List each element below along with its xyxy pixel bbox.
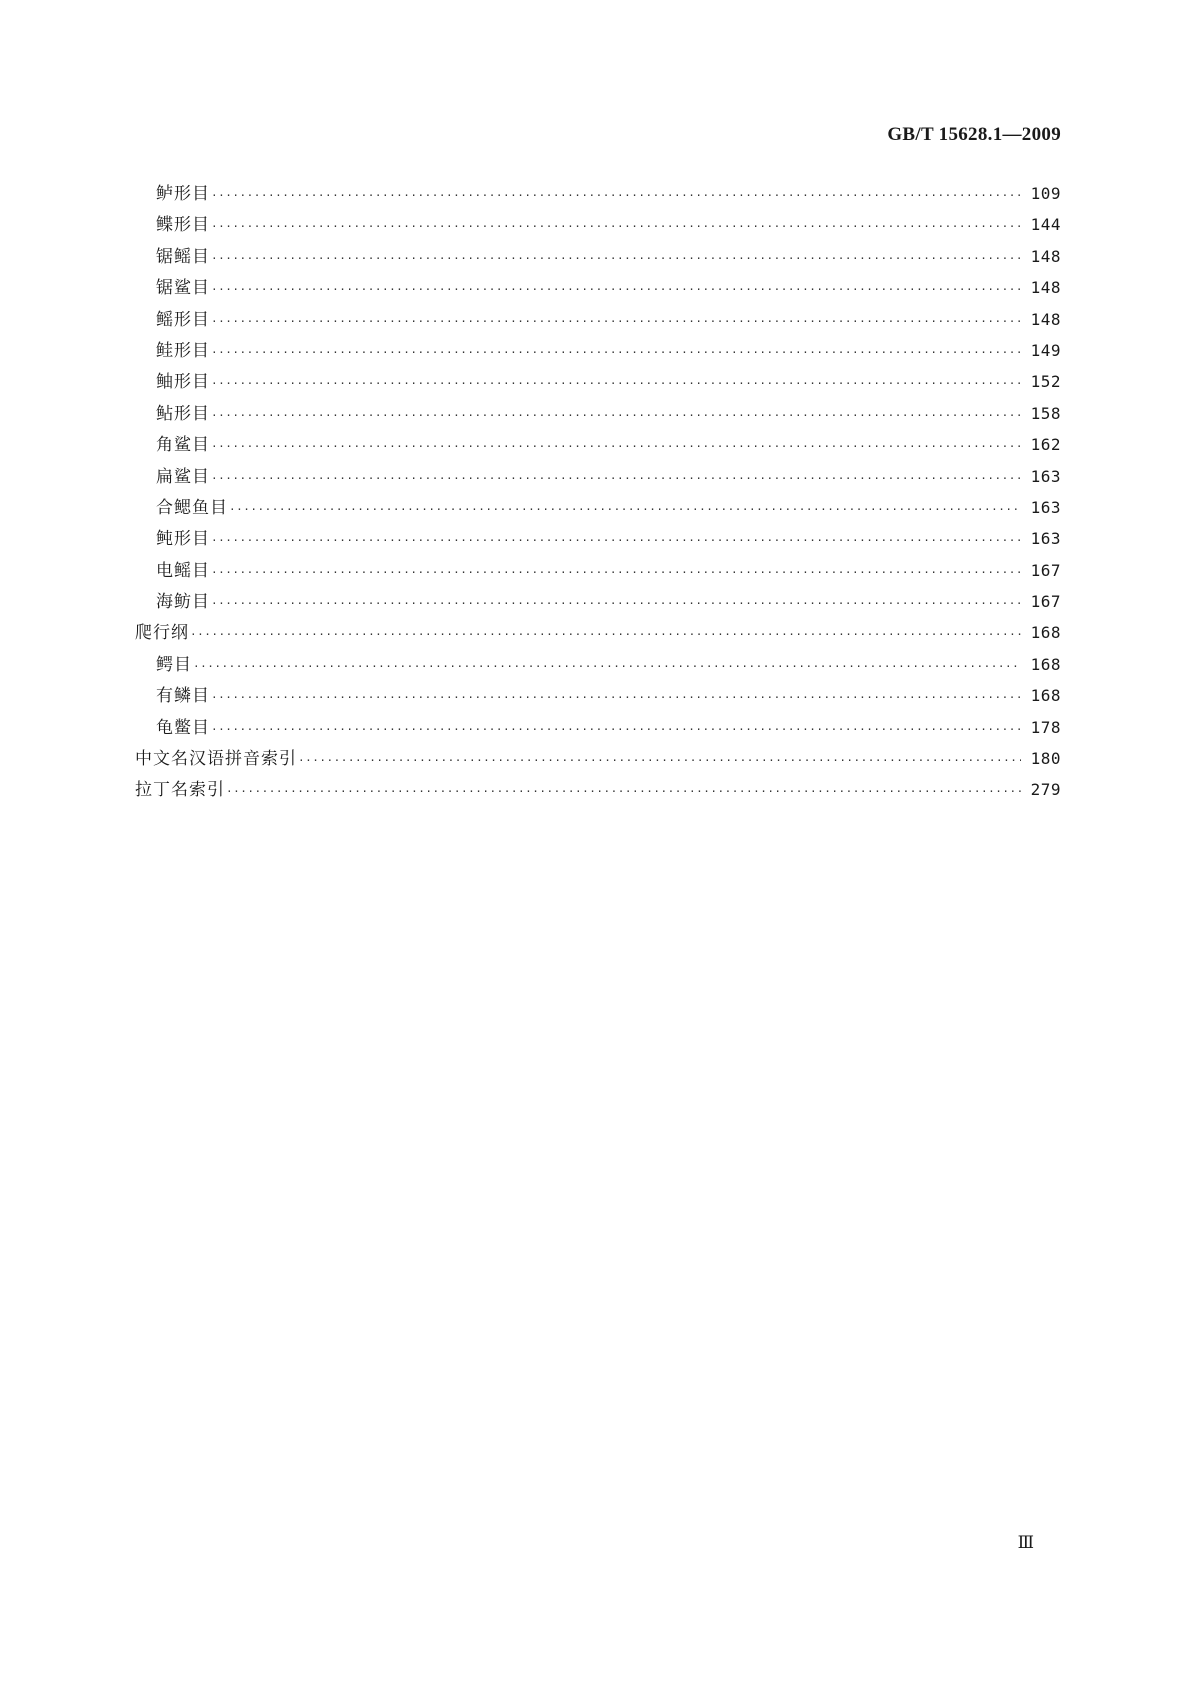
- toc-leader-dots: [211, 588, 1021, 619]
- toc-entry-label: 拉丁名索引: [135, 780, 225, 801]
- toc-entry-label: 有鳞目: [156, 686, 210, 707]
- toc-entry[interactable]: [135, 555, 1061, 586]
- toc-entry-label: 鲑形目: [156, 340, 210, 361]
- toc-entry-page: 168: [1030, 654, 1061, 674]
- toc-entry-label: 鲈形目: [156, 184, 210, 204]
- toc-entry-page: 180: [1030, 749, 1061, 769]
- toc-entry-label: 角鲨目: [156, 435, 210, 456]
- toc-leader-dots: [211, 368, 1021, 399]
- toc-entry[interactable]: [135, 304, 1061, 335]
- toc-leader-dots: [211, 274, 1021, 305]
- toc-entry-page: 162: [1030, 435, 1061, 455]
- toc-entry-page: 168: [1030, 686, 1061, 706]
- standard-code-header: GB/T 15628.1—2009: [887, 124, 1061, 145]
- toc-leader-dots: [211, 557, 1021, 588]
- toc-leader-dots: [229, 494, 1021, 525]
- toc-entry-label: 锯鲨目: [156, 278, 210, 299]
- toc-entry-label: 鲽形目: [156, 215, 210, 236]
- toc-entry[interactable]: [135, 366, 1061, 397]
- toc-entry-page: 279: [1030, 780, 1061, 800]
- toc-entry-label: 鳄目: [156, 654, 192, 675]
- toc-leader-dots: [211, 337, 1021, 368]
- toc-entry-page: 167: [1030, 560, 1061, 580]
- toc-entry[interactable]: [135, 680, 1061, 711]
- toc-entry[interactable]: [135, 523, 1061, 554]
- toc-entry-label: 鳐形目: [156, 309, 210, 330]
- toc-entry-page: 109: [1030, 184, 1061, 203]
- toc-entry-label: 海鲂目: [156, 592, 210, 613]
- toc-entry-page: 144: [1030, 215, 1061, 235]
- toc-entry-page: 178: [1030, 717, 1061, 737]
- page-number-footer: Ⅲ: [1017, 1533, 1034, 1552]
- toc-entry-page: 163: [1030, 529, 1061, 549]
- toc-entry-page: 148: [1030, 246, 1061, 266]
- toc-entry-label: 龟鳖目: [156, 717, 210, 738]
- toc-entry-label: 扁鲨目: [156, 466, 210, 487]
- toc-entry-page: 168: [1030, 623, 1061, 643]
- toc-entry[interactable]: [135, 461, 1061, 492]
- toc-leader-dots: [211, 525, 1021, 556]
- toc-entry-label: 电鳐目: [156, 560, 210, 581]
- toc-entry-page: 148: [1030, 278, 1061, 298]
- table-of-contents: [135, 178, 1061, 806]
- toc-leader-dots: [211, 180, 1021, 211]
- toc-entry[interactable]: [135, 429, 1061, 460]
- toc-leader-dots: [226, 776, 1021, 807]
- toc-entry-label: 鲀形目: [156, 529, 210, 550]
- toc-entry[interactable]: [135, 272, 1061, 303]
- toc-leader-dots: [211, 714, 1021, 745]
- toc-entry[interactable]: [135, 209, 1061, 240]
- toc-entry-page: 149: [1030, 340, 1061, 360]
- toc-leader-dots: [298, 745, 1021, 776]
- toc-entry[interactable]: [135, 712, 1061, 743]
- toc-entry[interactable]: [135, 335, 1061, 366]
- toc-entry-label: 爬行纲: [135, 623, 189, 644]
- toc-entry-page: 163: [1030, 466, 1061, 486]
- toc-entry-label: 鲉形目: [156, 372, 210, 393]
- toc-leader-dots: [193, 651, 1021, 682]
- toc-leader-dots: [211, 243, 1021, 274]
- toc-entry[interactable]: [135, 178, 1061, 209]
- toc-entry[interactable]: [135, 586, 1061, 617]
- toc-leader-dots: [211, 306, 1021, 337]
- toc-entry-page: 148: [1030, 309, 1061, 329]
- toc-entry[interactable]: [135, 241, 1061, 272]
- toc-entry[interactable]: [135, 774, 1061, 805]
- toc-entry[interactable]: [135, 492, 1061, 523]
- toc-entry-label: 鲇形目: [156, 403, 210, 424]
- toc-leader-dots: [211, 463, 1021, 494]
- toc-entry[interactable]: [135, 398, 1061, 429]
- toc-leader-dots: [190, 619, 1021, 650]
- toc-entry-page: 167: [1030, 592, 1061, 612]
- toc-leader-dots: [211, 682, 1021, 713]
- toc-leader-dots: [211, 431, 1021, 462]
- toc-entry-label: 锯鳐目: [156, 246, 210, 267]
- toc-entry[interactable]: [135, 617, 1061, 648]
- toc-entry-label: 合鳃鱼目: [156, 497, 228, 518]
- toc-entry-page: 152: [1030, 372, 1061, 392]
- toc-leader-dots: [211, 400, 1021, 431]
- toc-entry-page: 163: [1030, 497, 1061, 517]
- toc-entry-label: 中文名汉语拼音索引: [135, 749, 297, 770]
- toc-entry[interactable]: [135, 649, 1061, 680]
- toc-entry[interactable]: [135, 743, 1061, 774]
- toc-leader-dots: [211, 211, 1021, 242]
- toc-entry-page: 158: [1030, 403, 1061, 423]
